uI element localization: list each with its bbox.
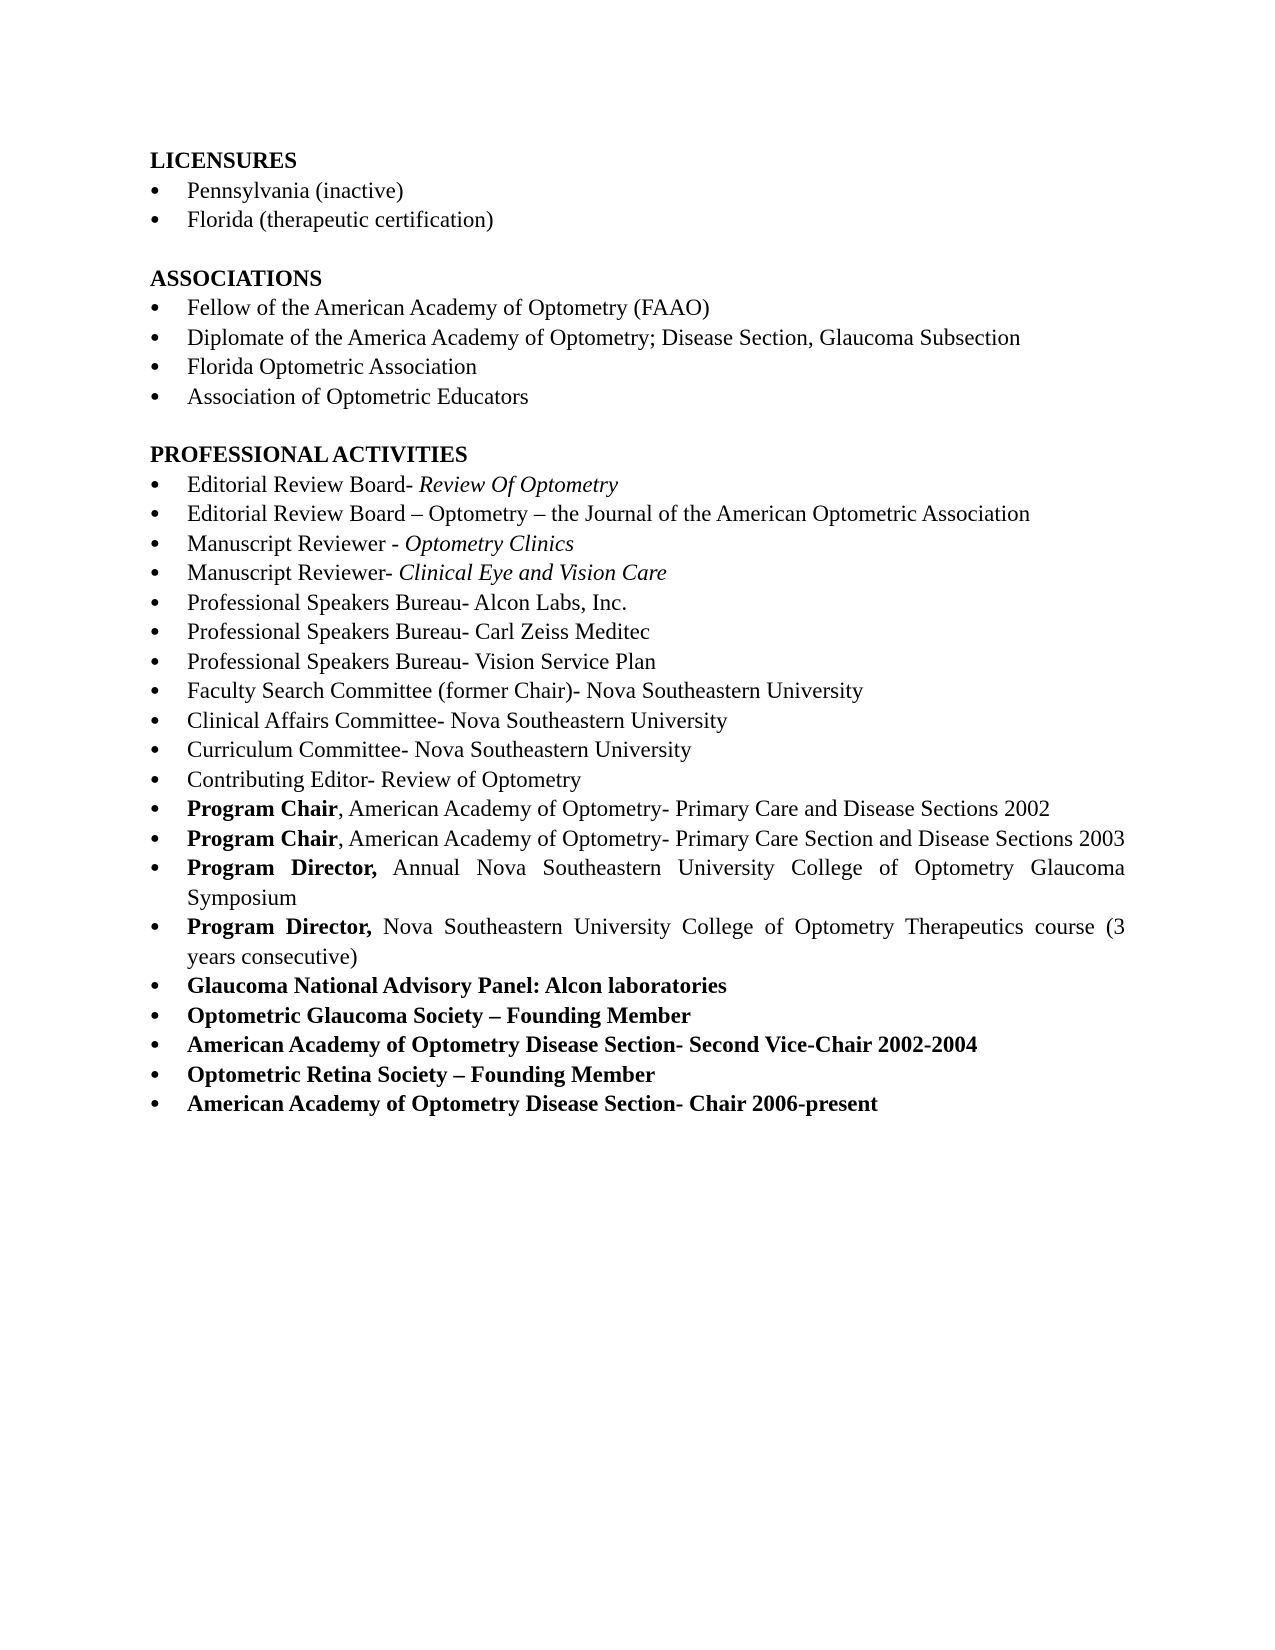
- item-text: , American Academy of Optometry- Primary Care Section and Disease Sections 2003: [337, 825, 1125, 851]
- bullet-icon: ●: [150, 652, 160, 670]
- list-item: [150, 323, 1125, 353]
- bullet-icon: ●: [150, 299, 160, 316]
- item-text: , American Academy of Optometry- Primary Care and Disease Sections 2002: [337, 796, 1051, 821]
- bullet-icon: ●: [150, 741, 160, 758]
- bullet-icon: ●: [150, 475, 160, 493]
- section-professional-activities: [150, 440, 1125, 1119]
- list-item: [150, 1030, 1125, 1060]
- item-text: American Academy of Optometry Disease Section- Second Vice-Chair 2002-2004: [187, 1032, 978, 1057]
- section-heading: PROFESSIONAL ACTIVITIES: [150, 442, 468, 467]
- section-heading: LICENSURES: [150, 148, 297, 173]
- item-text: Professional Speakers Bureau- Carl Zeiss Meditec: [187, 619, 651, 644]
- section-licensures: [150, 146, 1125, 235]
- item-text: Florida (therapeutic certification): [187, 207, 494, 232]
- bullet-icon: ●: [150, 859, 160, 876]
- item-text: Manuscript Reviewer -: [187, 530, 405, 556]
- list-item: [150, 794, 1125, 824]
- item-text: Clinical Affairs Committee- Nova Southeastern University: [187, 707, 728, 733]
- list-item: [150, 499, 1125, 529]
- list-item: [150, 647, 1125, 677]
- bullet-icon: ●: [150, 918, 160, 935]
- bullet-icon: ●: [150, 564, 160, 581]
- bullet-icon: ●: [150, 387, 160, 405]
- item-text: Contributing Editor- Review of Optometry: [187, 766, 582, 792]
- list-item: [150, 176, 1125, 206]
- item-text: Association of Optometric Educators: [187, 383, 529, 409]
- bullet-icon: ●: [150, 829, 160, 847]
- bullet-icon: ●: [150, 770, 160, 788]
- item-text: Florida Optometric Association: [187, 354, 478, 379]
- bullet-icon: ●: [150, 1006, 160, 1024]
- item-text: Manuscript Reviewer-: [187, 560, 399, 585]
- item-text: Professional Speakers Bureau- Vision Service Plan: [187, 648, 656, 674]
- list-item: [150, 676, 1125, 706]
- bullet-icon: ●: [150, 211, 160, 228]
- list-item: [150, 205, 1125, 235]
- bullet-list: [150, 293, 1125, 411]
- list-item: [150, 971, 1125, 1001]
- item-bold-lead: Program Director,: [187, 914, 372, 939]
- bullet-list: [150, 470, 1125, 1119]
- item-text: Editorial Review Board – Optometry – the Journal of the American Optometric Association: [187, 501, 1031, 526]
- list-item: [150, 588, 1125, 618]
- bullet-list: [150, 176, 1125, 235]
- item-bold-lead: Program Director,: [187, 855, 378, 880]
- list-item: [150, 853, 1125, 912]
- bullet-icon: ●: [150, 682, 160, 699]
- bullet-icon: ●: [150, 711, 160, 729]
- item-italic-text: Clinical Eye and Vision Care: [398, 560, 667, 585]
- section-associations: [150, 264, 1125, 412]
- list-item: [150, 824, 1125, 854]
- list-item: [150, 765, 1125, 795]
- bullet-icon: ●: [150, 505, 160, 522]
- list-item: [150, 706, 1125, 736]
- list-item: [150, 912, 1125, 971]
- item-text: Annual Nova Southeastern University College of Optometry Glaucoma Symposium: [187, 855, 1125, 910]
- item-text: Diplomate of the America Academy of Optometry; Disease Section, Glaucoma Subsection: [187, 324, 1021, 350]
- item-text: Faculty Search Committee (former Chair)- Nova Southeastern University: [187, 678, 864, 703]
- list-item: [150, 382, 1125, 412]
- bullet-icon: ●: [150, 800, 160, 817]
- item-text: Optometric Glaucoma Society – Founding Member: [187, 1002, 692, 1028]
- section-heading: ASSOCIATIONS: [150, 265, 323, 291]
- bullet-icon: ●: [150, 1065, 160, 1083]
- item-italic-text: Optometry Clinics: [404, 530, 575, 556]
- bullet-icon: ●: [150, 181, 160, 199]
- item-text: Editorial Review Board-: [187, 471, 419, 497]
- item-text: American Academy of Optometry Disease Section- Chair 2006-present: [187, 1091, 878, 1116]
- list-item: [150, 558, 1125, 588]
- item-text: Nova Southeastern University College of Optometry Therapeutics course (3 years consecutive): [187, 914, 1125, 969]
- bullet-icon: ●: [150, 328, 160, 346]
- item-text: Fellow of the American Academy of Optometry (FAAO): [187, 295, 710, 320]
- item-text: Pennsylvania (inactive): [187, 177, 404, 203]
- list-item: [150, 735, 1125, 765]
- bullet-icon: ●: [150, 593, 160, 611]
- bullet-icon: ●: [150, 1036, 160, 1053]
- bullet-icon: ●: [150, 534, 160, 552]
- bullet-icon: ●: [150, 1095, 160, 1112]
- list-item: [150, 293, 1125, 323]
- item-text: Optometric Retina Society – Founding Member: [187, 1061, 656, 1087]
- item-text: Professional Speakers Bureau- Alcon Labs, Inc.: [187, 589, 628, 615]
- list-item: [150, 529, 1125, 559]
- list-item: [150, 352, 1125, 382]
- list-item: [150, 1060, 1125, 1090]
- list-item: [150, 617, 1125, 647]
- bullet-icon: ●: [150, 623, 160, 640]
- item-bold-lead: Program Chair: [187, 825, 338, 851]
- item-italic-text: Review Of Optometry: [418, 471, 619, 497]
- item-bold-lead: Program Chair: [187, 796, 338, 821]
- list-item: [150, 1001, 1125, 1031]
- item-text: Curriculum Committee- Nova Southeastern University: [187, 737, 692, 762]
- list-item: [150, 470, 1125, 500]
- item-text: Glaucoma National Advisory Panel: Alcon laboratories: [187, 973, 727, 998]
- document-content: [150, 146, 1125, 1148]
- bullet-icon: ●: [150, 977, 160, 994]
- bullet-icon: ●: [150, 358, 160, 375]
- list-item: [150, 1089, 1125, 1119]
